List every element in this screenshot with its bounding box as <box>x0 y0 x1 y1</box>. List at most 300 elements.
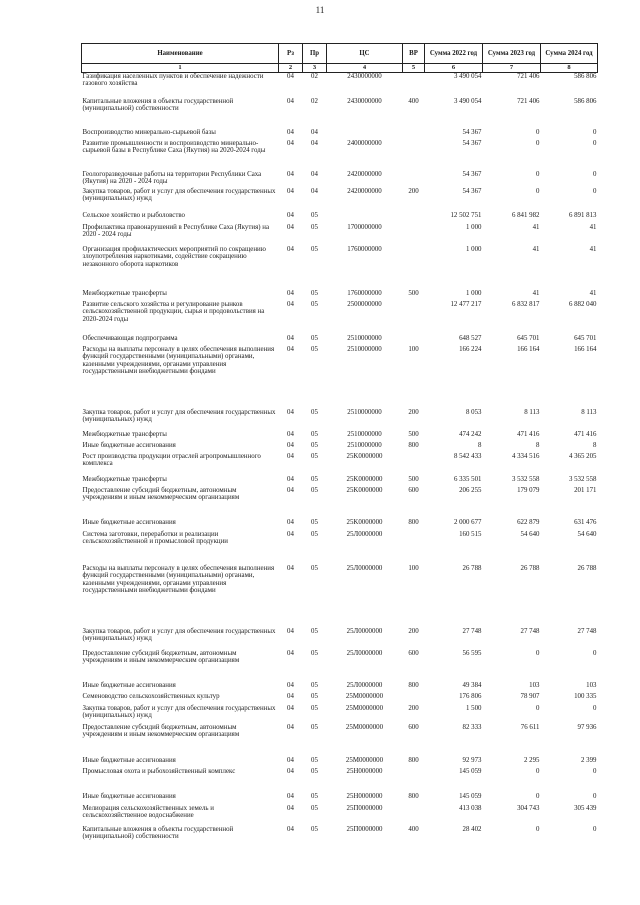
row-sum-2024: 54 640 <box>577 531 597 538</box>
row-sum-2023: 76 611 <box>520 724 540 731</box>
row-vr: 800 <box>408 757 419 764</box>
row-name: Семеноводство сельскохозяйственных культур <box>82 693 220 700</box>
row-pr: 04 <box>311 129 318 136</box>
row-sum-2022: 8 053 <box>465 409 482 416</box>
row-sum-2024: 97 936 <box>577 724 597 731</box>
row-sum-2023: 41 <box>532 224 540 231</box>
row-pr: 04 <box>311 188 318 195</box>
row-rz: 04 <box>287 442 294 449</box>
row-pr: 05 <box>311 335 318 342</box>
row-rz: 04 <box>287 650 294 657</box>
table-row <box>82 724 598 757</box>
header-name: Наименование <box>82 44 279 64</box>
row-rz: 04 <box>287 476 294 483</box>
row-sum-2023: 0 <box>536 705 540 712</box>
row-cs: 25K0000000 <box>346 519 383 526</box>
row-sum-2023: 304 743 <box>517 805 540 812</box>
row-name: Рост производства продукции отраслей агропромышленного комплекса <box>82 453 261 468</box>
row-sum-2022: 49 384 <box>462 682 482 689</box>
row-cs: 25Л0000000 <box>346 565 383 572</box>
row-sum-2023: 2 295 <box>523 757 540 764</box>
row-vr: 500 <box>408 431 419 438</box>
row-sum-2023: 41 <box>532 290 540 297</box>
row-cs <box>327 129 403 140</box>
row-cs: 2420000000 <box>347 188 382 195</box>
row-sum-2022: 166 224 <box>459 346 482 353</box>
row-sum-2024: 2 399 <box>580 757 597 764</box>
row-cs: 25П0000000 <box>346 805 383 812</box>
row-sum-2024: 586 806 <box>574 98 597 105</box>
row-cs: 2510000000 <box>347 335 382 342</box>
row-pr: 05 <box>311 301 318 308</box>
row-name: Иные бюджетные ассигнования <box>82 757 176 764</box>
row-pr: 05 <box>311 246 318 253</box>
row-cs: 25П0000000 <box>346 826 383 833</box>
row-pr: 05 <box>311 531 318 538</box>
header-sum-2023: Сумма 2023 год <box>483 44 541 64</box>
row-pr: 05 <box>311 705 318 712</box>
row-name: Капитальные вложения в объекты государственной (муниципальной) собственности <box>82 98 234 113</box>
row-sum-2024: 0 <box>593 171 597 178</box>
row-name: Предоставление субсидий бюджетным, автономным учреждениям и иным некоммерческим организациям <box>82 650 240 665</box>
row-pr: 05 <box>311 565 318 572</box>
table-row <box>82 476 598 487</box>
row-sum-2022: 206 255 <box>459 487 482 494</box>
row-sum-2023: 721 406 <box>517 98 540 105</box>
row-vr: 400 <box>408 826 419 833</box>
row-sum-2024: 27 748 <box>577 628 597 635</box>
row-pr: 05 <box>311 768 318 775</box>
row-pr: 05 <box>311 442 318 449</box>
row-pr: 05 <box>311 476 318 483</box>
row-rz: 04 <box>287 335 294 342</box>
header-sum-2022: Сумма 2022 год <box>425 44 483 64</box>
row-sum-2023: 78 907 <box>520 693 540 700</box>
row-sum-2022: 54 367 <box>462 188 482 195</box>
row-vr: 600 <box>408 724 419 731</box>
row-name: Сельское хозяйство и рыболовство <box>82 212 186 219</box>
row-sum-2024: 0 <box>593 826 597 833</box>
row-sum-2022: 27 748 <box>462 628 482 635</box>
column-number: 1 <box>82 64 279 73</box>
column-number: 3 <box>303 64 327 73</box>
row-pr: 05 <box>311 628 318 635</box>
row-name: Развитие сельского хозяйства и регулирование рынков сельскохозяйственной продукции, сырья и продовольствия на 2020-2024 годы <box>82 301 265 323</box>
row-sum-2022: 6 335 501 <box>453 476 482 483</box>
row-cs: 2400000000 <box>347 140 382 147</box>
row-sum-2022: 54 367 <box>462 129 482 136</box>
row-rz: 04 <box>287 531 294 538</box>
table-row <box>82 188 598 212</box>
row-name: Иные бюджетные ассигнования <box>82 793 176 800</box>
row-name: Иные бюджетные ассигнования <box>82 519 176 526</box>
row-cs: 2420000000 <box>347 171 382 178</box>
row-cs: 25Л0000000 <box>346 650 383 657</box>
row-sum-2023: 8 <box>536 442 540 449</box>
row-rz: 04 <box>287 129 294 136</box>
row-sum-2024: 305 439 <box>574 805 597 812</box>
row-vr <box>403 140 425 171</box>
row-sum-2024: 41 <box>589 224 597 231</box>
row-vr: 100 <box>408 565 419 572</box>
row-vr: 100 <box>408 346 419 353</box>
row-pr: 02 <box>311 73 318 80</box>
row-sum-2022: 26 788 <box>462 565 482 572</box>
row-sum-2024: 0 <box>593 768 597 775</box>
table-row <box>82 409 598 431</box>
row-rz: 04 <box>287 171 294 178</box>
row-cs: 2510000000 <box>347 409 382 416</box>
row-vr: 200 <box>408 188 419 195</box>
row-sum-2022: 56 595 <box>462 650 482 657</box>
table-row <box>82 682 598 693</box>
row-name: Промысловая охота и рыбохозяйственный комплекс <box>82 768 236 775</box>
row-vr: 600 <box>408 487 419 494</box>
row-vr: 800 <box>408 793 419 800</box>
row-sum-2023: 166 164 <box>517 346 540 353</box>
row-sum-2022: 54 367 <box>462 171 482 178</box>
row-rz: 04 <box>287 628 294 635</box>
row-cs: 2500000000 <box>347 301 382 308</box>
column-number: 8 <box>541 64 598 73</box>
row-rz: 04 <box>287 98 294 105</box>
row-sum-2024: 166 164 <box>574 346 597 353</box>
row-vr <box>403 768 425 793</box>
header-rz: Рз <box>279 44 303 64</box>
row-sum-2023: 179 079 <box>517 487 540 494</box>
header-cs: ЦС <box>327 44 403 64</box>
row-rz: 04 <box>287 487 294 494</box>
row-sum-2023: 0 <box>536 188 540 195</box>
row-pr: 05 <box>311 693 318 700</box>
table-row <box>82 335 598 346</box>
row-name: Закупка товаров, работ и услуг для обеспечения государственных (муниципальных) нужд <box>82 705 276 720</box>
column-number: 5 <box>403 64 425 73</box>
row-pr: 05 <box>311 519 318 526</box>
column-number: 4 <box>327 64 403 73</box>
row-cs: 2510000000 <box>347 346 382 353</box>
row-vr <box>403 246 425 290</box>
row-sum-2023: 3 532 558 <box>511 476 540 483</box>
row-vr <box>403 531 425 565</box>
row-vr: 500 <box>408 290 419 297</box>
row-pr: 05 <box>311 805 318 812</box>
row-cs: 25M0000000 <box>345 757 384 764</box>
row-rz: 04 <box>287 519 294 526</box>
row-rz: 04 <box>287 724 294 731</box>
row-name: Геологоразведочные работы на территории Республики Саха (Якутия) на 2020 - 2024 годы <box>82 171 262 186</box>
row-sum-2024: 6 891 813 <box>568 212 597 219</box>
row-sum-2023: 0 <box>536 140 540 147</box>
row-vr <box>403 212 425 224</box>
row-sum-2023: 645 701 <box>517 335 540 342</box>
row-pr: 05 <box>311 346 318 353</box>
row-sum-2022: 160 515 <box>459 531 482 538</box>
table-row <box>82 487 598 519</box>
row-vr: 200 <box>408 409 419 416</box>
row-sum-2024: 0 <box>593 140 597 147</box>
row-cs: 25K0000000 <box>346 487 383 494</box>
row-name: Межбюджетные трансферты <box>82 431 167 438</box>
row-name: Закупка товаров, работ и услуг для обеспечения государственных (муниципальных) нужд <box>82 409 276 424</box>
row-sum-2022: 145 059 <box>459 793 482 800</box>
table-row <box>82 826 598 850</box>
row-vr: 200 <box>408 628 419 635</box>
header-pr: Пр <box>303 44 327 64</box>
row-sum-2023: 6 841 982 <box>511 212 540 219</box>
row-rz: 04 <box>287 693 294 700</box>
row-pr: 02 <box>311 98 318 105</box>
row-sum-2024: 103 <box>586 682 597 689</box>
row-sum-2024: 0 <box>593 650 597 657</box>
row-name: Закупка товаров, работ и услуг для обеспечения государственных (муниципальных) нужд <box>82 188 276 203</box>
row-vr: 400 <box>408 98 419 105</box>
row-rz: 04 <box>287 246 294 253</box>
row-sum-2023: 0 <box>536 129 540 136</box>
row-name: Расходы на выплаты персоналу в целях обеспечения выполнения функций государственными (муниципальными) органами, казенными учреждениями, органами управления государственными внебюджетными фондами <box>82 346 275 375</box>
row-sum-2022: 145 059 <box>459 768 482 775</box>
row-cs: 25H0000000 <box>346 768 383 775</box>
table-row <box>82 531 598 565</box>
row-sum-2023: 54 640 <box>520 531 540 538</box>
row-sum-2024: 3 532 558 <box>568 476 597 483</box>
row-name: Организация профилактических мероприятий по сокращению злоупотребления наркотиками, содействие сокращению незаконного оборота наркотиков <box>82 246 266 268</box>
row-pr: 05 <box>311 793 318 800</box>
row-cs: 2510000000 <box>347 431 382 438</box>
table-row <box>82 98 598 129</box>
row-sum-2022: 1 500 <box>465 705 482 712</box>
row-vr: 800 <box>408 682 419 689</box>
row-sum-2023: 0 <box>536 171 540 178</box>
row-sum-2022: 1 000 <box>465 290 482 297</box>
row-rz: 04 <box>287 140 294 147</box>
row-vr <box>403 73 425 99</box>
row-pr: 05 <box>311 757 318 764</box>
column-number-row <box>82 64 598 73</box>
table-row <box>82 705 598 724</box>
row-sum-2023: 0 <box>536 650 540 657</box>
row-name: Предоставление субсидий бюджетным, автономным учреждениям и иным некоммерческим организациям <box>82 724 240 739</box>
table-row <box>82 453 598 476</box>
row-sum-2024: 6 882 040 <box>568 301 597 308</box>
row-rz: 04 <box>287 757 294 764</box>
row-pr: 05 <box>311 682 318 689</box>
row-sum-2022: 82 333 <box>462 724 482 731</box>
row-sum-2024: 8 <box>593 442 597 449</box>
row-rz: 04 <box>287 826 294 833</box>
row-cs: 25Л0000000 <box>346 682 383 689</box>
row-sum-2024: 586 806 <box>574 73 597 80</box>
row-sum-2022: 12 502 751 <box>450 212 482 219</box>
row-rz: 04 <box>287 188 294 195</box>
row-rz: 04 <box>287 565 294 572</box>
row-rz: 04 <box>287 290 294 297</box>
row-name: Капитальные вложения в объекты государственной (муниципальной) собственности <box>82 826 234 841</box>
row-sum-2023: 8 113 <box>524 409 540 416</box>
row-name: Межбюджетные трансферты <box>82 476 167 483</box>
row-vr: 600 <box>408 650 419 657</box>
row-vr <box>403 224 425 246</box>
row-vr: 200 <box>408 705 419 712</box>
table-row <box>82 431 598 442</box>
row-sum-2022: 1 000 <box>465 246 482 253</box>
row-vr: 800 <box>408 519 419 526</box>
row-vr <box>403 805 425 826</box>
row-sum-2024: 645 701 <box>574 335 597 342</box>
table-row <box>82 224 598 246</box>
row-sum-2023: 27 748 <box>520 628 540 635</box>
row-sum-2024: 0 <box>593 793 597 800</box>
row-vr <box>403 129 425 140</box>
header-vr: ВР <box>403 44 425 64</box>
table-row <box>82 768 598 793</box>
row-cs: 2510000000 <box>347 442 382 449</box>
row-vr <box>403 453 425 476</box>
table-row <box>82 73 598 99</box>
row-cs: 25Л0000000 <box>346 628 383 635</box>
column-number: 6 <box>425 64 483 73</box>
column-number: 7 <box>483 64 541 73</box>
row-cs: 25K0000000 <box>346 453 383 460</box>
row-vr <box>403 335 425 346</box>
row-sum-2022: 8 <box>478 442 482 449</box>
table-row <box>82 129 598 140</box>
row-sum-2023: 0 <box>536 768 540 775</box>
row-rz: 04 <box>287 682 294 689</box>
row-sum-2022: 176 806 <box>459 693 482 700</box>
row-sum-2023: 4 334 516 <box>511 453 540 460</box>
row-sum-2023: 622 879 <box>517 519 540 526</box>
row-sum-2024: 0 <box>593 188 597 195</box>
row-name: Закупка товаров, работ и услуг для обеспечения государственных (муниципальных) нужд <box>82 628 276 643</box>
table-row <box>82 246 598 290</box>
table-row <box>82 757 598 768</box>
row-rz: 04 <box>287 793 294 800</box>
row-cs: 25M0000000 <box>345 693 384 700</box>
row-cs: 2430000000 <box>347 98 382 105</box>
row-name: Профилактика правонарушений в Республике Саха (Якутия) на 2020 - 2024 годы <box>82 224 270 239</box>
row-pr: 05 <box>311 453 318 460</box>
row-name: Обеспечивающая подпрограмма <box>82 335 178 342</box>
row-name: Иные бюджетные ассигнования <box>82 442 176 449</box>
column-number: 2 <box>279 64 303 73</box>
row-cs: 25M0000000 <box>345 724 384 731</box>
row-vr: 800 <box>408 442 419 449</box>
row-sum-2024: 4 365 205 <box>568 453 597 460</box>
row-sum-2024: 8 113 <box>581 409 597 416</box>
row-pr: 05 <box>311 826 318 833</box>
row-vr <box>403 301 425 335</box>
row-sum-2022: 3 490 054 <box>453 73 482 80</box>
row-name: Иные бюджетные ассигнования <box>82 682 176 689</box>
row-cs: 1760000000 <box>347 246 382 253</box>
row-pr: 04 <box>311 140 318 147</box>
row-vr <box>403 171 425 188</box>
row-name: Система заготовки, переработки и реализации сельскохозяйственной и промысловой продукции <box>82 531 228 546</box>
row-pr: 05 <box>311 487 318 494</box>
header-row <box>82 44 598 64</box>
row-sum-2022: 413 038 <box>459 805 482 812</box>
budget-table <box>81 43 598 850</box>
row-sum-2023: 6 832 817 <box>511 301 540 308</box>
row-pr: 05 <box>311 212 318 219</box>
table-row <box>82 519 598 531</box>
row-cs: 25H0000000 <box>346 793 383 800</box>
table-row <box>82 290 598 301</box>
row-name: Межбюджетные трансферты <box>82 290 167 297</box>
row-sum-2022: 474 242 <box>459 431 482 438</box>
row-vr <box>403 693 425 705</box>
row-rz: 04 <box>287 346 294 353</box>
table-row <box>82 693 598 705</box>
row-pr: 05 <box>311 431 318 438</box>
table-row <box>82 650 598 682</box>
row-cs: 2430000000 <box>347 73 382 80</box>
row-sum-2022: 2 000 677 <box>453 519 482 526</box>
table-body <box>82 73 598 851</box>
row-sum-2024: 201 171 <box>574 487 597 494</box>
row-sum-2023: 471 416 <box>517 431 540 438</box>
table-row <box>82 805 598 826</box>
row-pr: 05 <box>311 724 318 731</box>
row-sum-2022: 28 402 <box>462 826 482 833</box>
row-sum-2022: 8 542 433 <box>453 453 482 460</box>
row-sum-2023: 0 <box>536 826 540 833</box>
row-sum-2022: 3 490 054 <box>453 98 482 105</box>
row-sum-2023: 41 <box>532 246 540 253</box>
table-row <box>82 301 598 335</box>
row-sum-2024: 100 335 <box>574 693 597 700</box>
row-cs: 1760000000 <box>347 290 382 297</box>
page-number: 11 <box>315 5 325 15</box>
row-sum-2024: 26 788 <box>577 565 597 572</box>
table-row <box>82 346 598 409</box>
row-sum-2024: 41 <box>589 290 597 297</box>
table-row <box>82 565 598 628</box>
row-rz: 04 <box>287 453 294 460</box>
row-sum-2023: 0 <box>536 793 540 800</box>
row-name: Развитие промышленности и воспроизводство минерально-сырьевой базы в Республике Саха (Якутия) на 2020-2024 годы <box>82 140 266 155</box>
row-rz: 04 <box>287 805 294 812</box>
row-sum-2023: 26 788 <box>520 565 540 572</box>
row-cs: 1700000000 <box>347 224 382 231</box>
row-sum-2022: 54 367 <box>462 140 482 147</box>
row-sum-2022: 92 973 <box>462 757 482 764</box>
row-name: Расходы на выплаты персоналу в целях обеспечения выполнения функций государственными (муниципальными) органами, казенными учреждениями, органами управления государственными внебюджетными фондами <box>82 565 275 594</box>
row-pr: 05 <box>311 224 318 231</box>
row-name: Воспроизводство минерально-сырьевой базы <box>82 129 216 136</box>
table-row <box>82 442 598 453</box>
table-row <box>82 171 598 188</box>
row-rz: 04 <box>287 409 294 416</box>
table-row <box>82 793 598 805</box>
row-sum-2022: 12 477 217 <box>450 301 482 308</box>
row-name: Мелиорация сельскохозяйственных земель и сельскохозяйственное водоснабжение <box>82 805 214 820</box>
row-sum-2023: 103 <box>529 682 540 689</box>
row-sum-2022: 1 000 <box>465 224 482 231</box>
row-cs: 25K0000000 <box>346 476 383 483</box>
row-sum-2024: 0 <box>593 705 597 712</box>
table-row <box>82 628 598 650</box>
row-sum-2023: 721 406 <box>517 73 540 80</box>
row-rz: 04 <box>287 768 294 775</box>
row-cs: 25Л0000000 <box>346 531 383 538</box>
row-sum-2022: 648 527 <box>459 335 482 342</box>
row-cs: 25M0000000 <box>345 705 384 712</box>
header-sum-2024: Сумма 2024 год <box>541 44 598 64</box>
row-pr: 05 <box>311 290 318 297</box>
row-pr: 05 <box>311 650 318 657</box>
